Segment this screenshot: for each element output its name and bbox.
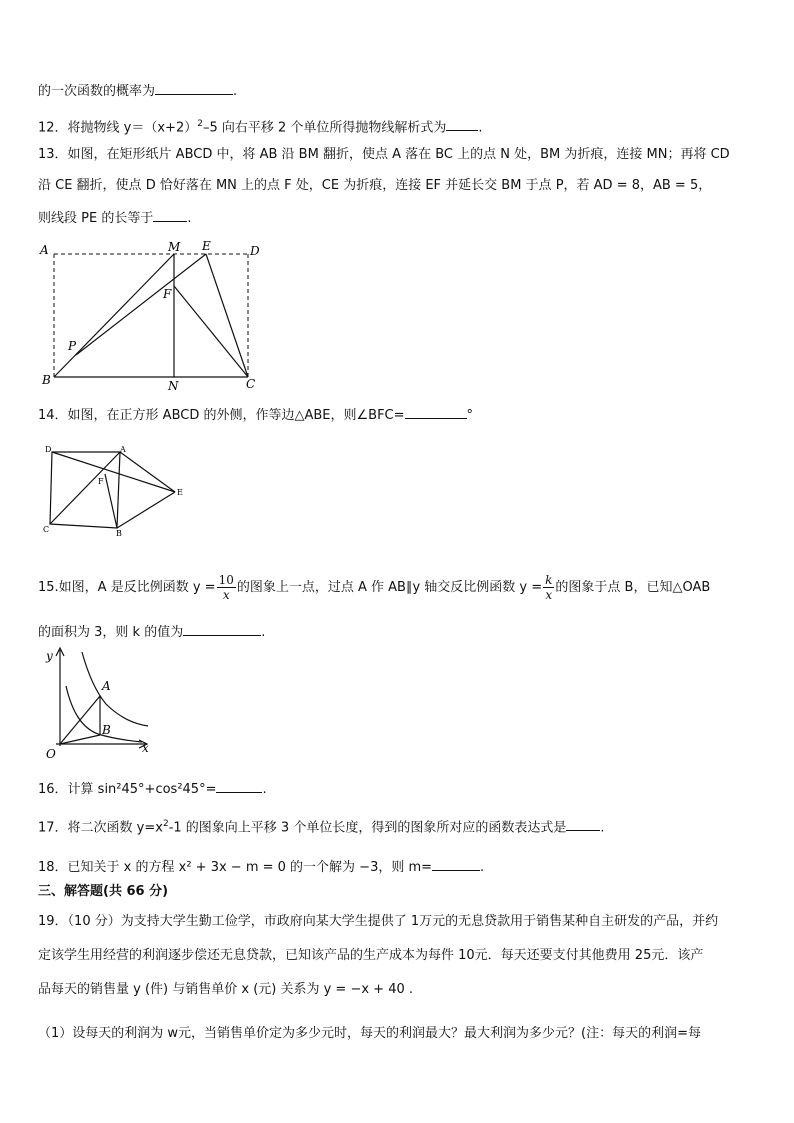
segment-bm — [54, 254, 174, 377]
answer-blank — [446, 116, 478, 131]
question-15-line-1: 15.如图，A 是反比例函数 y = $\frac{10}{x}$ 的图象上一点，过点 A 作 AB∥y 轴交反比例函数 y = $\frac{k}{x}$ 的图象于点 B，已知△OAB — [38, 573, 711, 602]
segment-be — [117, 492, 175, 528]
question-14: 14．如图，在正方形 ABCD 的外侧，作等边△ABE，则∠BFC= ° — [38, 404, 764, 426]
label-b: B — [42, 373, 51, 387]
question-15-line-2: 的面积为 3，则 k 的值为 . — [38, 621, 764, 643]
label-p: P — [68, 339, 77, 353]
answer-blank — [405, 404, 467, 419]
answer-blank — [216, 778, 262, 793]
label-b: B — [116, 529, 122, 538]
curve-y-10-over-x — [82, 652, 148, 726]
label-d: D — [250, 244, 260, 258]
label-n: N — [168, 379, 179, 393]
label-c: C — [246, 377, 256, 391]
answer-blank — [432, 856, 480, 871]
segment-fb — [105, 474, 117, 528]
answer-blank — [183, 621, 261, 636]
label-x: x — [142, 741, 149, 755]
answer-blank — [155, 80, 233, 95]
question-18: 18．已知关于 x 的方程 x² + 3x − m = 0 的一个解为 −3，则 m= . — [38, 856, 764, 878]
inverse-function-figure — [38, 644, 158, 764]
question-19-sub-1: （1）设每天的利润为 w元，当销售单价定为多少元时，每天的利润最大？最大利润为多少元？(注：每天的利润=每 — [38, 1026, 702, 1041]
label-a: A — [102, 679, 111, 693]
label-m: M — [168, 240, 181, 254]
question-19-line-2: 定该学生用经营的利润逐步偿还无息贷款，已知该产品的生产成本为每件 10元．每天还要支付其他费用 25元．该产 — [38, 948, 704, 963]
question-13-line-1: 13．如图，在矩形纸片 ABCD 中，将 AB 沿 BM 翻折，使点 A 落在 BC 上的点 N 处，BM 为折痕，连接 MN；再将 CD — [38, 147, 730, 162]
segment-ep — [76, 254, 206, 355]
label-c: C — [43, 525, 50, 534]
label-y: y — [46, 649, 53, 663]
square-triangle-figure — [38, 440, 198, 540]
segment-ae — [120, 452, 175, 492]
label-d: D — [45, 445, 52, 454]
question-13-line-2: 沿 CE 翻折，使点 D 恰好落在 MN 上的点 F 处，CE 为折痕，连接 EF 并延长交 BM 于点 P，若 AD = 8，AB = 5， — [38, 178, 712, 193]
segment-ec — [206, 254, 248, 377]
label-f: F — [98, 477, 104, 486]
question-19-line-1: 19．（10 分）为支持大学生勤工俭学，市政府向某大学生提供了 1万元的无息贷款用于销售某种自主研发的产品，并约 — [38, 914, 719, 929]
answer-blank — [153, 207, 187, 222]
fraction-k-over-x: $\frac{k}{x}$ — [545, 573, 553, 602]
label-o: O — [46, 747, 56, 761]
label-e: E — [177, 488, 183, 497]
rectangle-fold-figure — [38, 236, 268, 394]
label-e: E — [202, 239, 211, 253]
question-17: 17．将二次函数 $y=x^2-1$ 的图象向上平移 3 个单位长度，得到的图象所对应的函数表达式是 . — [38, 814, 764, 838]
question-12: 12．将抛物线 $y=(x+2)^2-5$ 向右平移 2 个单位所得抛物线解析式为 . — [38, 114, 764, 138]
label-f: F — [163, 287, 172, 301]
section-3-title: 三、解答题(共 66 分) — [38, 884, 169, 899]
q11-tail: 的一次函数的概率为 . — [38, 80, 764, 102]
question-13-line-3: 则线段 PE 的长等于 . — [38, 207, 764, 229]
question-16: 16．计算 sin²45°+cos²45°= . — [38, 778, 764, 800]
question-19-line-3: 品每天的销售量 y (件) 与销售单价 x (元) 关系为 y = −x + 40 . — [38, 982, 414, 997]
segment-fc — [174, 286, 248, 377]
label-a: A — [120, 445, 126, 454]
fraction-10-over-x: $\frac{10}{x}$ — [218, 573, 234, 602]
answer-blank — [566, 816, 600, 831]
label-b: B — [102, 723, 111, 737]
label-a: A — [40, 243, 49, 257]
